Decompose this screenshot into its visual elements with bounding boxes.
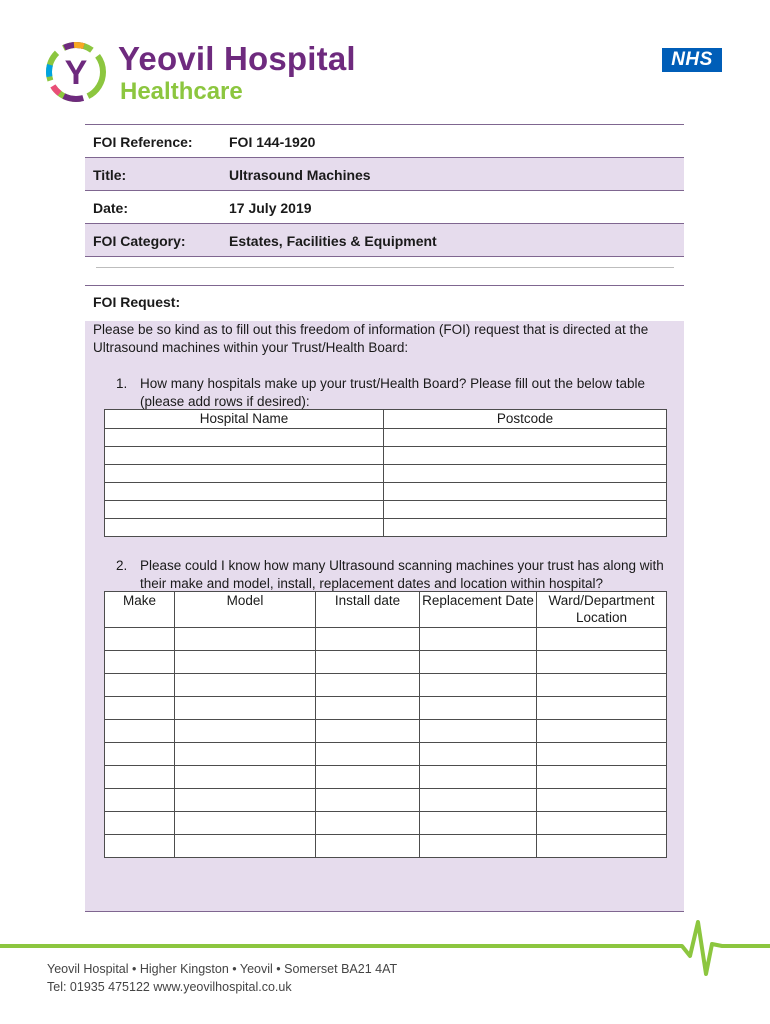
table-cell[interactable]	[175, 697, 316, 720]
ultrasound-machines-table	[104, 591, 667, 858]
table-cell[interactable]	[105, 835, 175, 858]
table-row	[105, 651, 667, 674]
table-cell[interactable]	[316, 697, 420, 720]
column-header-postcode: Postcode	[384, 410, 667, 429]
yeovil-hospital-logo-icon	[44, 40, 108, 104]
table-cell[interactable]	[105, 789, 175, 812]
table-cell[interactable]	[316, 766, 420, 789]
question-number: 1.	[116, 376, 128, 391]
table-cell[interactable]	[420, 697, 537, 720]
table-cell[interactable]	[105, 766, 175, 789]
table-row	[105, 483, 667, 501]
column-header-install-date: Install date	[316, 592, 420, 628]
table-cell[interactable]	[537, 697, 667, 720]
table-row	[105, 501, 667, 519]
table-cell[interactable]	[316, 835, 420, 858]
table-cell[interactable]	[175, 720, 316, 743]
meta-row-title	[85, 157, 684, 190]
table-cell[interactable]	[420, 674, 537, 697]
table-cell[interactable]	[105, 812, 175, 835]
table-cell[interactable]	[105, 651, 175, 674]
foi-request-heading: FOI Request:	[93, 294, 181, 310]
question-text: How many hospitals make up your trust/Health Board? Please fill out the below table (please add rows if desired):	[140, 376, 646, 409]
table-row	[105, 465, 667, 483]
table-cell[interactable]	[105, 429, 384, 447]
meta-label: Title:	[93, 167, 127, 183]
table-row	[105, 447, 667, 465]
table-cell[interactable]	[316, 674, 420, 697]
foi-meta-table	[85, 124, 684, 257]
table-row	[105, 720, 667, 743]
meta-label: FOI Reference:	[93, 134, 193, 150]
table-cell[interactable]	[316, 651, 420, 674]
column-header-make: Make	[105, 592, 175, 628]
table-row	[105, 519, 667, 537]
table-cell[interactable]	[537, 789, 667, 812]
table-cell[interactable]	[420, 835, 537, 858]
table-cell[interactable]	[384, 519, 667, 537]
meta-label: Date:	[93, 200, 129, 216]
table-cell[interactable]	[537, 628, 667, 651]
meta-row-date	[85, 190, 684, 223]
table-row	[105, 429, 667, 447]
table-cell[interactable]	[105, 483, 384, 501]
table-cell[interactable]	[384, 447, 667, 465]
nhs-logo-icon: NHS	[662, 48, 722, 72]
column-header-hospital-name: Hospital Name	[105, 410, 384, 429]
table-cell[interactable]	[105, 519, 384, 537]
meta-row-category	[85, 223, 684, 257]
table-cell[interactable]	[537, 651, 667, 674]
svg-text:Y: Y	[64, 54, 88, 92]
footer-contact: Tel: 01935 475122 www.yeovilhospital.co.uk	[47, 980, 292, 994]
table-row	[105, 766, 667, 789]
table-row	[105, 628, 667, 651]
column-header-replacement-date: Replacement Date	[420, 592, 537, 628]
table-cell[interactable]	[175, 835, 316, 858]
table-cell[interactable]	[420, 720, 537, 743]
table-cell[interactable]	[537, 674, 667, 697]
table-cell[interactable]	[175, 651, 316, 674]
table-cell[interactable]	[175, 743, 316, 766]
table-cell[interactable]	[420, 812, 537, 835]
table-row	[105, 812, 667, 835]
table-cell[interactable]	[537, 835, 667, 858]
foi-title-value: Ultrasound Machines	[229, 167, 371, 183]
meta-label: FOI Category:	[93, 233, 186, 249]
meta-row-reference	[85, 124, 684, 157]
column-header-model: Model	[175, 592, 316, 628]
table-cell[interactable]	[175, 812, 316, 835]
foi-request-header	[85, 285, 684, 323]
table-cell[interactable]	[420, 651, 537, 674]
table-cell[interactable]	[420, 743, 537, 766]
footer-address: Yeovil Hospital • Higher Kingston • Yeovil • Somerset BA21 4AT	[47, 962, 398, 976]
table-cell[interactable]	[537, 720, 667, 743]
request-intro: Please be so kind as to fill out this freedom of information (FOI) request that is directed at the Ultrasound machines within your Trust/Health Board:	[93, 322, 649, 355]
hospitals-table	[104, 409, 667, 537]
table-cell[interactable]	[316, 743, 420, 766]
table-cell[interactable]	[105, 674, 175, 697]
table-cell[interactable]	[384, 465, 667, 483]
table-cell[interactable]	[384, 429, 667, 447]
table-cell[interactable]	[105, 447, 384, 465]
org-name: Yeovil Hospital	[118, 40, 356, 77]
table-cell[interactable]	[175, 766, 316, 789]
table-cell[interactable]	[175, 674, 316, 697]
table-cell[interactable]	[537, 812, 667, 835]
question-text: Please could I know how many Ultrasound scanning machines your trust has along with their make and model, install, replacement dates and location within hospital?	[140, 558, 664, 591]
table-row	[105, 697, 667, 720]
yeovil-hospital-logo	[44, 40, 374, 110]
foi-date-value: 17 July 2019	[229, 200, 312, 216]
table-cell[interactable]	[384, 483, 667, 501]
divider	[96, 267, 674, 268]
table-cell[interactable]	[105, 743, 175, 766]
column-header-location: Ward/Department Location	[537, 592, 667, 628]
table-cell[interactable]	[384, 501, 667, 519]
table-cell[interactable]	[175, 789, 316, 812]
table-cell[interactable]	[175, 628, 316, 651]
table-cell[interactable]	[105, 465, 384, 483]
table-row	[105, 789, 667, 812]
table-cell[interactable]	[537, 743, 667, 766]
table-row	[105, 674, 667, 697]
org-subtitle: Healthcare	[120, 78, 243, 105]
foi-category-value: Estates, Facilities & Equipment	[229, 233, 437, 249]
table-cell[interactable]	[316, 720, 420, 743]
table-row	[105, 835, 667, 858]
question-number: 2.	[116, 558, 128, 573]
table-cell[interactable]	[105, 720, 175, 743]
table-cell[interactable]	[420, 789, 537, 812]
table-cell[interactable]	[420, 766, 537, 789]
table-cell[interactable]	[420, 628, 537, 651]
table-cell[interactable]	[105, 501, 384, 519]
table-cell[interactable]	[316, 789, 420, 812]
table-cell[interactable]	[105, 697, 175, 720]
table-cell[interactable]	[105, 628, 175, 651]
table-cell[interactable]	[537, 766, 667, 789]
table-cell[interactable]	[316, 628, 420, 651]
table-cell[interactable]	[316, 812, 420, 835]
table-row	[105, 743, 667, 766]
foi-reference-value: FOI 144-1920	[229, 134, 316, 150]
